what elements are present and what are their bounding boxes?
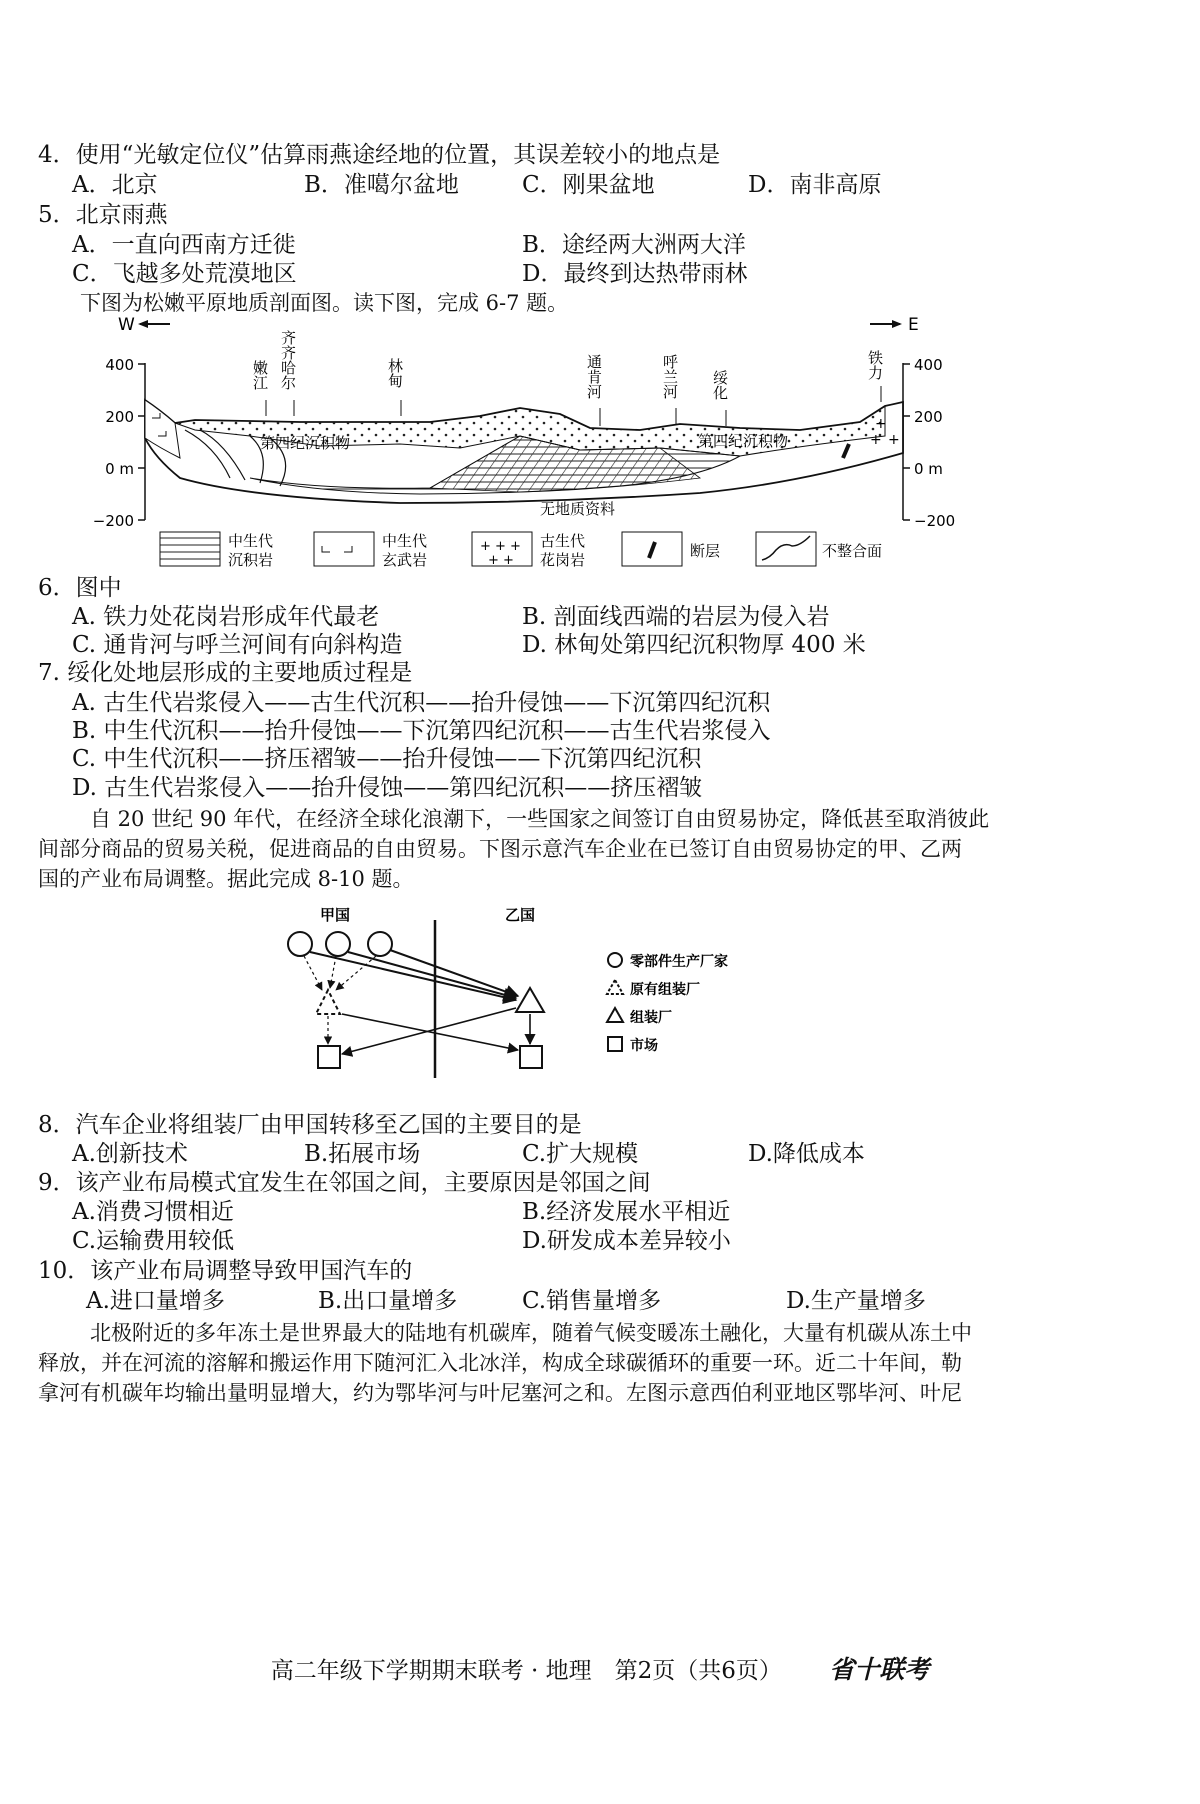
- q7-option-b: B. 中生代沉积——抬升侵蚀——下沉第四纪沉积——古生代岩浆侵入: [72, 718, 771, 744]
- legend-meso-sed-1: 中生代: [228, 532, 274, 550]
- y-tick-right-0: 0 m: [914, 460, 943, 478]
- y-tick-left-0: 0 m: [105, 460, 134, 478]
- legend-meso-basalt-2: 玄武岩: [382, 551, 428, 569]
- svg-text:+ +: + +: [488, 553, 514, 568]
- place-qiqihar: 齐齐哈尔: [279, 330, 297, 390]
- footer-stamp: 省十联考: [829, 1655, 930, 1684]
- intro-8-10-line3: 国的产业布局调整。据此完成 8-10 题。: [38, 867, 414, 891]
- q4-option-d: D．南非高原: [748, 172, 882, 198]
- y-tick-left-400: 400: [105, 356, 134, 374]
- place-nenjiang: 嫩江: [251, 360, 269, 390]
- q9-option-a: A.消费习惯相近: [72, 1199, 234, 1225]
- q4-option-a: A．北京: [72, 172, 158, 198]
- q7-stem: 7. 绥化处地层形成的主要地质过程是: [38, 660, 413, 686]
- q10-stem: 10．该产业布局调整导致甲国汽车的: [38, 1258, 413, 1284]
- q5-option-a: A．一直向西南方迁徙: [72, 232, 296, 258]
- q9-option-c: C.运输费用较低: [72, 1228, 235, 1254]
- y-tick-left-neg200: −200: [92, 512, 134, 530]
- legend-paleo-granite-2: 花岗岩: [540, 551, 586, 569]
- q6-option-d: D. 林甸处第四纪沉积物厚 400 米: [522, 632, 866, 658]
- quaternary-label-west: 第四纪沉积物: [260, 434, 351, 452]
- intro-8-10-line2: 间部分商品的贸易关税，促进商品的自由贸易。下图示意汽车企业在已签订自由贸易协定的甲、乙两: [38, 837, 962, 861]
- y-tick-right-200: 200: [914, 408, 943, 426]
- legend-unconformity: 不整合面: [822, 542, 883, 560]
- svg-text:+: +: [888, 432, 900, 448]
- place-tongkenhe: 通肯河: [585, 354, 603, 399]
- q9-option-d: D.研发成本差异较小: [522, 1228, 731, 1254]
- legend-original-assembly: 原有组装厂: [630, 982, 700, 998]
- place-labels: [251, 330, 884, 426]
- q4-option-b: B．准噶尔盆地: [304, 172, 459, 198]
- q9-option-b: B.经济发展水平相近: [522, 1199, 731, 1225]
- q4-option-c: C．刚果盆地: [522, 172, 655, 198]
- industry-layout-diagram: [280, 900, 880, 1100]
- no-data-label: 无地质资料: [540, 500, 616, 518]
- intro-6-7: 下图为松嫩平原地质剖面图。读下图，完成 6-7 题。: [80, 291, 569, 315]
- market-b: [520, 1046, 542, 1068]
- market-a: [318, 1046, 340, 1068]
- q10-option-c: C.销售量增多: [522, 1288, 662, 1314]
- country-a-label: 甲国: [320, 906, 351, 924]
- q4-stem: 4．使用“光敏定位仪”估算雨燕途经地的位置，其误差较小的地点是: [38, 142, 721, 168]
- q8-stem: 8．汽车企业将组装厂由甲国转移至乙国的主要目的是: [38, 1112, 582, 1138]
- q7-option-a: A. 古生代岩浆侵入——古生代沉积——抬升侵蚀——下沉第四纪沉积: [72, 690, 771, 716]
- intro-last-line2: 释放，并在河流的溶解和搬运作用下随河汇入北冰洋，构成全球碳循环的重要一环。近二十年间，勒: [38, 1351, 962, 1375]
- country-b-label: 乙国: [505, 906, 536, 924]
- west-label: W: [118, 315, 135, 335]
- q7-option-d: D. 古生代岩浆侵入——抬升侵蚀——第四纪沉积——挤压褶皱: [72, 775, 703, 801]
- q8-option-a: A.创新技术: [72, 1141, 188, 1167]
- q5-option-d: D．最终到达热带雨林: [522, 261, 748, 287]
- place-lindian: 林甸: [386, 358, 404, 388]
- geologic-profile-figure: [92, 315, 1100, 580]
- legend-meso-basalt-1: 中生代: [382, 532, 428, 550]
- footer-text: 高二年级下学期期末联考 · 地理 第2页（共6页）: [270, 1658, 782, 1684]
- legend-assembly: 组装厂: [630, 1010, 672, 1026]
- q8-option-d: D.降低成本: [748, 1141, 865, 1167]
- east-label: E: [908, 315, 919, 335]
- q9-stem: 9．该产业布局模式宜发生在邻国之间，主要原因是邻国之间: [38, 1170, 651, 1196]
- svg-text:+: +: [870, 432, 882, 448]
- q8-option-b: B.拓展市场: [304, 1141, 421, 1167]
- q5-stem: 5．北京雨燕: [38, 202, 168, 228]
- parts-factory-3: [368, 932, 392, 956]
- legend-market: 市场: [630, 1038, 658, 1054]
- y-tick-right-neg200: −200: [914, 512, 956, 530]
- place-suihua: 绥化: [711, 370, 729, 400]
- svg-text:+ + +: + + +: [480, 539, 521, 554]
- y-tick-right-400: 400: [914, 356, 943, 374]
- intro-8-10-line1: 自 20 世纪 90 年代，在经济全球化浪潮下，一些国家之间签订自由贸易协定，降低甚至取消彼此: [90, 807, 990, 831]
- parts-factory-2: [326, 932, 350, 956]
- q10-option-d: D.生产量增多: [786, 1288, 926, 1314]
- q6-stem: 6．图中: [38, 575, 122, 601]
- q6-option-a: A. 铁力处花岗岩形成年代最老: [72, 604, 380, 630]
- q10-option-b: B.出口量增多: [318, 1288, 458, 1314]
- q7-option-c: C. 中生代沉积——挤压褶皱——抬升侵蚀——下沉第四纪沉积: [72, 746, 702, 772]
- q5-option-c: C．飞越多处荒漠地区: [72, 261, 297, 287]
- parts-factory-1: [288, 932, 312, 956]
- original-assembly-plant: [316, 990, 340, 1014]
- legend-parts-factory: 零部件生产厂家: [630, 954, 728, 970]
- legend-paleo-granite-1: 古生代: [540, 532, 586, 550]
- quaternary-label-east: 第四纪沉积物: [698, 432, 789, 450]
- assembly-plant: [516, 988, 544, 1012]
- q6-option-b: B. 剖面线西端的岩层为侵入岩: [522, 604, 830, 630]
- q10-option-a: A.进口量增多: [86, 1288, 225, 1314]
- profile-legend: [160, 532, 882, 569]
- legend-fault: 断层: [690, 542, 721, 560]
- q6-option-c: C. 通肯河与呼兰河间有向斜构造: [72, 632, 403, 658]
- place-tieli: 铁力: [866, 350, 884, 380]
- svg-text:+: +: [875, 416, 887, 432]
- intro-last-line3: 拿河有机碳年均输出量明显增大，约为鄂毕河与叶尼塞河之和。左图示意西伯利亚地区鄂毕河、叶尼: [38, 1381, 962, 1405]
- page-footer: [0, 1650, 1200, 1686]
- place-hulanhe: 呼兰河: [661, 354, 679, 399]
- legend-meso-sed-2: 沉积岩: [228, 551, 274, 569]
- y-tick-left-200: 200: [105, 408, 134, 426]
- intro-last-line1: 北极附近的多年冻土是世界最大的陆地有机碳库，随着气候变暖冻土融化，大量有机碳从冻土中: [90, 1321, 972, 1345]
- q8-option-c: C.扩大规模: [522, 1141, 639, 1167]
- q5-option-b: B．途经两大洲两大洋: [522, 232, 746, 258]
